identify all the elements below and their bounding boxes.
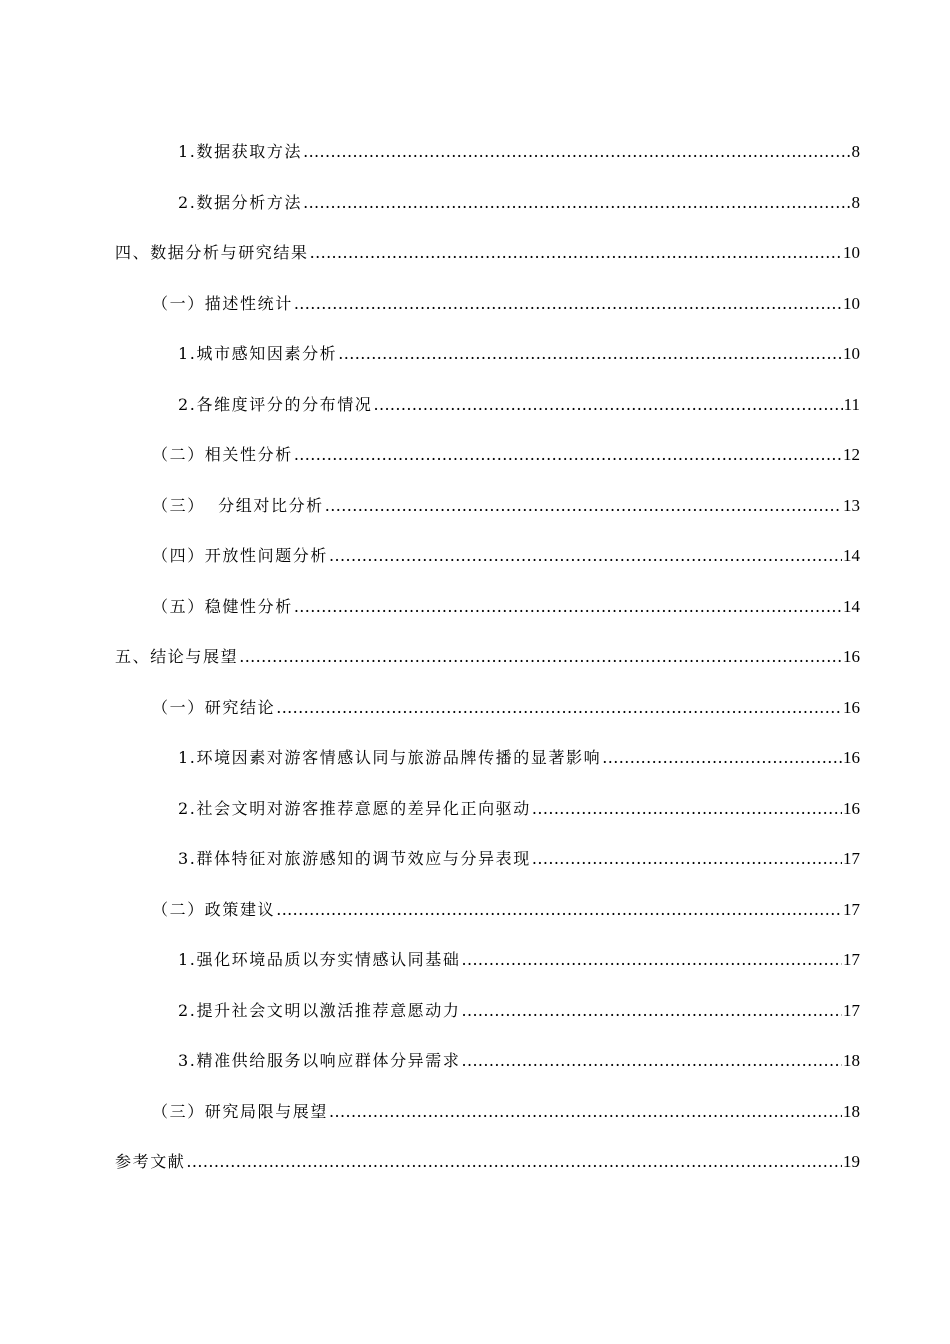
toc-entry-label: 1.强化环境品质以夯实情感认同基础 — [178, 950, 461, 969]
toc-entry-label: （二）相关性分析 — [152, 445, 293, 464]
toc-entry-label: （五）稳健性分析 — [152, 597, 293, 616]
toc-entry[interactable] — [178, 342, 860, 366]
toc-leader-dots — [303, 191, 850, 215]
toc-entry-label: （四）开放性问题分析 — [152, 546, 329, 565]
toc-entry-page: 16 — [843, 799, 860, 818]
toc-entry-label: 2.数据分析方法 — [178, 193, 303, 212]
toc-entry-label: 1.城市感知因素分析 — [178, 344, 338, 363]
toc-leader-dots — [329, 544, 842, 568]
toc-entry[interactable] — [178, 393, 860, 417]
toc-entry[interactable] — [178, 1049, 860, 1073]
toc-entry-label: 五、结论与展望 — [115, 647, 239, 666]
toc-entry[interactable] — [178, 191, 860, 215]
toc-entry[interactable] — [178, 847, 860, 871]
toc-entry[interactable] — [152, 595, 860, 619]
toc-entry-page: 10 — [843, 344, 860, 363]
toc-entry-page: 17 — [843, 849, 860, 868]
toc-entry[interactable] — [178, 999, 860, 1023]
toc-entry-label: 3.群体特征对旅游感知的调节效应与分异表现 — [178, 849, 531, 868]
toc-leader-dots — [461, 1049, 842, 1073]
toc-entry-page: 16 — [843, 647, 860, 666]
toc-leader-dots — [294, 292, 842, 316]
toc-entry-page: 8 — [851, 142, 860, 161]
toc-entry-label: 2.各维度评分的分布情况 — [178, 395, 373, 414]
toc-entry[interactable] — [152, 494, 860, 518]
toc-leader-dots — [239, 645, 842, 669]
toc-entry-page: 19 — [843, 1152, 860, 1171]
toc-entry-page: 8 — [851, 193, 860, 212]
toc-leader-dots — [329, 1100, 842, 1124]
toc-entry[interactable] — [152, 544, 860, 568]
toc-entry[interactable] — [178, 746, 860, 770]
toc-leader-dots — [602, 746, 842, 770]
toc-leader-dots — [338, 342, 842, 366]
toc-entry[interactable] — [152, 898, 860, 922]
toc-entry-page: 14 — [843, 597, 860, 616]
toc-leader-dots — [294, 595, 842, 619]
toc-leader-dots — [532, 847, 842, 871]
toc-entry-label: 四、数据分析与研究结果 — [115, 243, 309, 262]
toc-entry[interactable] — [152, 696, 860, 720]
toc-leader-dots — [186, 1150, 842, 1174]
toc-entry-page: 10 — [843, 294, 860, 313]
toc-entry-page: 12 — [843, 445, 860, 464]
toc-entry-label: 2.社会文明对游客推荐意愿的差异化正向驱动 — [178, 799, 531, 818]
toc-entry[interactable] — [152, 292, 860, 316]
toc-entry-label: （一）研究结论 — [152, 698, 276, 717]
toc-entry-page: 13 — [843, 496, 860, 515]
toc-entry-label: （一）描述性统计 — [152, 294, 293, 313]
toc-leader-dots — [532, 797, 842, 821]
toc-entry[interactable] — [115, 645, 860, 669]
toc-leader-dots — [461, 999, 842, 1023]
toc-entry-page: 16 — [843, 748, 860, 767]
toc-leader-dots — [373, 393, 842, 417]
toc-entry-label: 1.数据获取方法 — [178, 142, 303, 161]
toc-entry-page: 17 — [843, 1001, 860, 1020]
toc-entry-label: （二）政策建议 — [152, 900, 276, 919]
toc-leader-dots — [310, 241, 842, 265]
toc-leader-dots — [303, 140, 850, 164]
toc-entry[interactable] — [152, 1100, 860, 1124]
toc-entry-page: 17 — [843, 950, 860, 969]
toc-entry-page: 18 — [843, 1102, 860, 1121]
toc-entry-page: 11 — [843, 395, 860, 414]
toc-leader-dots — [325, 494, 842, 518]
toc-leader-dots — [294, 443, 842, 467]
toc-entry-label: 3.精准供给服务以响应群体分异需求 — [178, 1051, 461, 1070]
toc-leader-dots — [276, 696, 842, 720]
toc-entry-label: （三）研究局限与展望 — [152, 1102, 329, 1121]
toc-entry[interactable] — [178, 797, 860, 821]
toc-leader-dots — [276, 898, 842, 922]
toc-entry-label: 1.环境因素对游客情感认同与旅游品牌传播的显著影响 — [178, 748, 602, 767]
toc-entry-label: 2.提升社会文明以激活推荐意愿动力 — [178, 1001, 461, 1020]
toc-entry[interactable] — [178, 948, 860, 972]
toc-entry[interactable] — [115, 1150, 860, 1174]
toc-entry[interactable] — [178, 140, 860, 164]
toc-entry-page: 18 — [843, 1051, 860, 1070]
toc-entry[interactable] — [152, 443, 860, 467]
toc-entry-page: 16 — [843, 698, 860, 717]
toc-entry-page: 10 — [843, 243, 860, 262]
toc-entry-page: 17 — [843, 900, 860, 919]
toc-entry-label: （三） 分组对比分析 — [152, 496, 324, 515]
toc-entry-page: 14 — [843, 546, 860, 565]
toc-leader-dots — [461, 948, 842, 972]
toc-entry-label: 参考文献 — [115, 1152, 186, 1171]
toc-entry[interactable] — [115, 241, 860, 265]
